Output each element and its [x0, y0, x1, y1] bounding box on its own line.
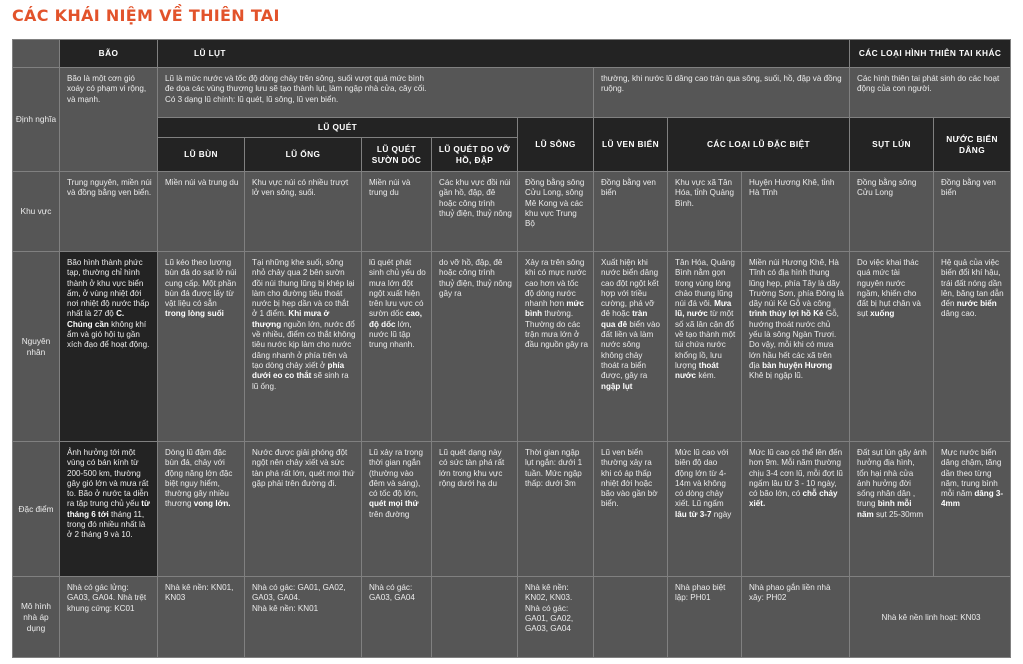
dinh-nghia-lu-lut-line-2: đe dọa các vùng thượng lưu sẽ tạo thành lụt, làm ngập nhà cửa, cây cối. — [165, 84, 427, 94]
corner-cell — [13, 40, 60, 68]
mo-hinh-lu-song-line-1: Nhà kê nền: KN02, KN03. — [525, 583, 573, 603]
dinh-nghia-bao: Bão là một cơn gió xoáy có phạm vi rộng, và mạnh. — [60, 68, 158, 172]
dac-diem-lu-quet-suon-doc: Lũ xảy ra trong thời gian ngắn (thường vào đêm và sáng), có tốc độ lớn, quét mọi thứ trên đường — [362, 442, 432, 577]
mo-hinh-lu-quet-vo-ho-dap — [432, 577, 518, 658]
dac-diem-bao: Ảnh hưởng tới một vùng có bán kính từ 200-500 km, thường gây gió lớn và mưa rất to. Bão ở nước ta diễn ra tập trung chủ yếu từ tháng 6 tới tháng 11, trong đó nhiều nhất là ở 2 tháng 9 và 10. — [60, 442, 158, 577]
dinh-nghia-lu-lut-right: thường, khi nước lũ dâng cao tràn qua sông, suối, hồ, đập và đồng ruộng. — [594, 68, 850, 118]
dinh-nghia-lu-lut-line-1: Lũ là mức nước và tốc độ dòng chảy trên sông, suối vượt quá mức bình — [165, 74, 425, 83]
mo-hinh-dac-biet-2: Nhà phao gắn liền nhà xây: PH02 — [742, 577, 850, 658]
dac-diem-lu-quet-vo-ho-dap: Lũ quét dạng này có sức tàn phá rất lớn trong khu vực rộng dưới hạ du — [432, 442, 518, 577]
nguyen-nhan-dac-biet-1: Tân Hóa, Quảng Bình nằm gọn trong vùng lòng chảo thung lũng núi đá vôi. Mưa lũ, nước từ một số xã lân cận đổ về tạo thành một túi chứa nước khổng lồ, lưu lượng thoát nước kém. — [668, 252, 742, 442]
row-label-khu-vuc: Khu vực — [13, 172, 60, 252]
mo-hinh-lu-ven-bien — [594, 577, 668, 658]
khu-vuc-nuoc-bien-dang: Đồng bằng ven biển — [934, 172, 1011, 252]
khu-vuc-dac-biet-1: Khu vực xã Tân Hóa, tỉnh Quảng Bình. — [668, 172, 742, 252]
header-thien-tai-khac: CÁC LOẠI HÌNH THIÊN TAI KHÁC — [850, 40, 1011, 68]
khu-vuc-lu-quet-suon-doc: Miền núi và trung du — [362, 172, 432, 252]
khu-vuc-sut-lun: Đồng bằng sông Cửu Long — [850, 172, 934, 252]
mo-hinh-lu-ong-line-2: Nhà kê nền: KN01 — [252, 603, 319, 613]
header-lu-lut: LŨ LỤT — [158, 40, 850, 68]
dac-diem-lu-ong: Nước được giải phóng đột ngột nên chảy xiết và sức tàn phá rất lớn, quét mọi thứ gặp phải trên đường đi. — [245, 442, 362, 577]
mo-hinh-lu-ong — [245, 577, 362, 658]
mo-hinh-lu-ong-line-1: Nhà có gác: GA01, GA02, GA03, GA04. — [252, 583, 346, 603]
mo-hinh-thien-tai-khac: Nhà kê nền linh hoạt: KN03 — [850, 577, 1011, 658]
khu-vuc-dac-biet-2: Huyện Hương Khê, tỉnh Hà Tĩnh — [742, 172, 850, 252]
mo-hinh-dac-biet-1: Nhà phao biệt lập: PH01 — [668, 577, 742, 658]
dinh-nghia-lu-lut — [158, 68, 594, 118]
row-label-dac-diem: Đặc điểm — [13, 442, 60, 577]
nguyen-nhan-lu-quet-suon-doc: lũ quét phát sinh chủ yếu do mưa lớn đột ngột xuất hiện trên lưu vực có sườn dốc cao, độ dốc lớn, nước lũ tập trung nhanh. — [362, 252, 432, 442]
header-lu-quet: LŨ QUÉT — [158, 118, 518, 138]
khu-vuc-lu-ong: Khu vực núi có nhiều trượt lở ven sông, suối. — [245, 172, 362, 252]
header-bao: BÃO — [60, 40, 158, 68]
mo-hinh-bao: Nhà có gác lửng: GA03, GA04. Nhà trệt khung cứng: KC01 — [60, 577, 158, 658]
header-sut-lun: SỤT LÚN — [850, 118, 934, 172]
khu-vuc-lu-ven-bien: Đồng bằng ven biển — [594, 172, 668, 252]
row-label-mo-hinh: Mô hình nhà áp dụng — [13, 577, 60, 658]
nguyen-nhan-nuoc-bien-dang: Hệ quả của việc biến đổi khí hậu, trái đất nóng dần lên, băng tan dẫn đến nước biển dâng cao. — [934, 252, 1011, 442]
nguyen-nhan-lu-quet-vo-ho-dap: do vỡ hồ, đập, đê hoặc công trình thuỷ điện, thuỷ nông gây ra — [432, 252, 518, 442]
header-lu-ong: LŨ ỐNG — [245, 138, 362, 172]
row-label-nguyen-nhan: Nguyên nhân — [13, 252, 60, 442]
nguyen-nhan-lu-song: Xảy ra trên sông khi có mực nước cao hơn và tốc độ dòng nước nhanh hơn mức bình thường. Thường do các trận mưa lớn ở đầu nguồn gây ra — [518, 252, 594, 442]
nguyen-nhan-sut-lun: Do việc khai thác quá mức tài nguyên nước ngầm, khiến cho đất bị hụt chân và sụt xuống — [850, 252, 934, 442]
dinh-nghia-thien-tai-khac: Các hình thiên tai phát sinh do các hoạt động của con người. — [850, 68, 1011, 118]
dac-diem-nuoc-bien-dang: Mực nước biển dâng chậm, tăng dần theo từng năm, trung bình mỗi năm dâng 3-4mm — [934, 442, 1011, 577]
mo-hinh-lu-quet-suon-doc: Nhà có gác: GA03, GA04 — [362, 577, 432, 658]
nguyen-nhan-dac-biet-2: Miền núi Hương Khê, Hà Tĩnh có địa hình thung lũng hẹp, phía Tây là dãy Trường Sơn, phía Đông là dãy núi Kẻ Gỗ và công trình thủy lợi hồ Kẻ Gỗ, hướng thoát nước chủ yếu là sông Ngàn Trươi. Do vậy, mỗi khi có mưa lớn hầu hết các xã trên địa bàn huyện Hương Khê bị ngập lũ. — [742, 252, 850, 442]
dac-diem-dac-biet-1: Mức lũ cao với biên độ dao động lớn từ 4-14m và không có dòng chảy xiết. Lũ ngấm lâu từ 3-7 ngày — [668, 442, 742, 577]
header-lu-dac-biet: CÁC LOẠI LŨ ĐẶC BIỆT — [668, 118, 850, 172]
dac-diem-lu-ven-bien: Lũ ven biển thường xảy ra khi có áp thấp nhiệt đới hoặc bão vào gần bờ biển. — [594, 442, 668, 577]
dinh-nghia-lu-lut-line-3: Có 3 dạng lũ chính: lũ quét, lũ sông, lũ ven biển. — [165, 94, 339, 104]
header-lu-song: LŨ SÔNG — [518, 118, 594, 172]
nguyen-nhan-lu-ven-bien: Xuất hiện khi nước biển dâng cao đột ngột kết hợp với triều cường, phá vỡ đê hoặc tràn qua đê biển vào đất liền và làm nước sông không chảy thoát ra biển được, gây ra ngập lụt — [594, 252, 668, 442]
nguyen-nhan-bao: Bão hình thành phức tạp, thường chỉ hình thành ở khu vực biển ấm, ở vùng nhiệt đới nơi nhiệt độ nước thấp nhất là 27 độ C. Chúng cần không khí ẩm và gió hội tụ gần xích đạo để hoạt động. — [60, 252, 158, 442]
row-label-dinh-nghia: Định nghĩa — [13, 68, 60, 172]
mo-hinh-lu-song — [518, 577, 594, 658]
khu-vuc-lu-quet-vo-ho-dap: Các khu vực đồi núi gần hồ, đập, đê hoặc công trình thuỷ điện, thuỷ nông — [432, 172, 518, 252]
mo-hinh-lu-song-line-2: Nhà có gác: GA01, GA02, GA03, GA04 — [525, 603, 574, 634]
dac-diem-lu-song: Thời gian ngập lụt ngắn: dưới 1 tuần. Mức ngập thấp: dưới 3m — [518, 442, 594, 577]
nguyen-nhan-lu-bun: Lũ kéo theo lượng bùn đá do sạt lở núi cung cấp. Một phần bùn đá được lấy từ vật liệu có sẵn trong lòng suối — [158, 252, 245, 442]
mo-hinh-lu-bun: Nhà kê nền: KN01, KN03 — [158, 577, 245, 658]
khu-vuc-lu-song: Đồng bằng sông Cửu Long, sông Mê Kong và các khu vực Trung Bộ — [518, 172, 594, 252]
disaster-concepts-table — [12, 39, 1010, 657]
page-title: CÁC KHÁI NIỆM VỀ THIÊN TAI — [12, 6, 280, 25]
dac-diem-sut-lun: Đất sụt lún gây ảnh hưởng địa hình, tổn hại nhà cửa ảnh hưởng đời sống nhân dân , trung bình mỗi năm sụt 25-30mm — [850, 442, 934, 577]
header-lu-quet-vo-ho-dap: LŨ QUÉT DO VỠ HỒ, ĐẬP — [432, 138, 518, 172]
khu-vuc-bao: Trung nguyên, miền núi và đồng bằng ven biển. — [60, 172, 158, 252]
nguyen-nhan-lu-ong: Tại những khe suối, sông nhỏ chảy qua 2 bên sườn đồi núi thung lũng bị khép lại làm cho đường tiêu thoát nước bị hẹp dần và co thắt ở 1 điểm. Khi mưa ở thượng nguồn lớn, nước đổ về nhiều, điểm co thắt không tiêu nước kịp làm cho nước dâng nhanh ở phía trên và tạo dòng chảy xiết ở phía dưới eo co thắt sẽ sinh ra lũ ống. — [245, 252, 362, 442]
khu-vuc-lu-bun: Miền núi và trung du — [158, 172, 245, 252]
dac-diem-lu-bun: Dòng lũ đậm đặc bùn đá, chảy với động năng lớn đặc biệt nguy hiểm, thường gây nhiều thương vong lớn. — [158, 442, 245, 577]
dac-diem-dac-biet-2: Mức lũ cao có thể lên đến hơn 9m. Mỗi năm thường chịu 3-4 cơn lũ, mỗi đợt lũ ngấm lâu từ 3 - 10 ngày, có bão lớn, có chỗ chảy xiết. — [742, 442, 850, 577]
header-lu-ven-bien: LŨ VEN BIỂN — [594, 118, 668, 172]
header-nuoc-bien-dang: NƯỚC BIỂN DÂNG — [934, 118, 1011, 172]
header-lu-bun: LŨ BÙN — [158, 138, 245, 172]
header-lu-quet-suon-doc: LŨ QUÉT SƯỜN DỐC — [362, 138, 432, 172]
